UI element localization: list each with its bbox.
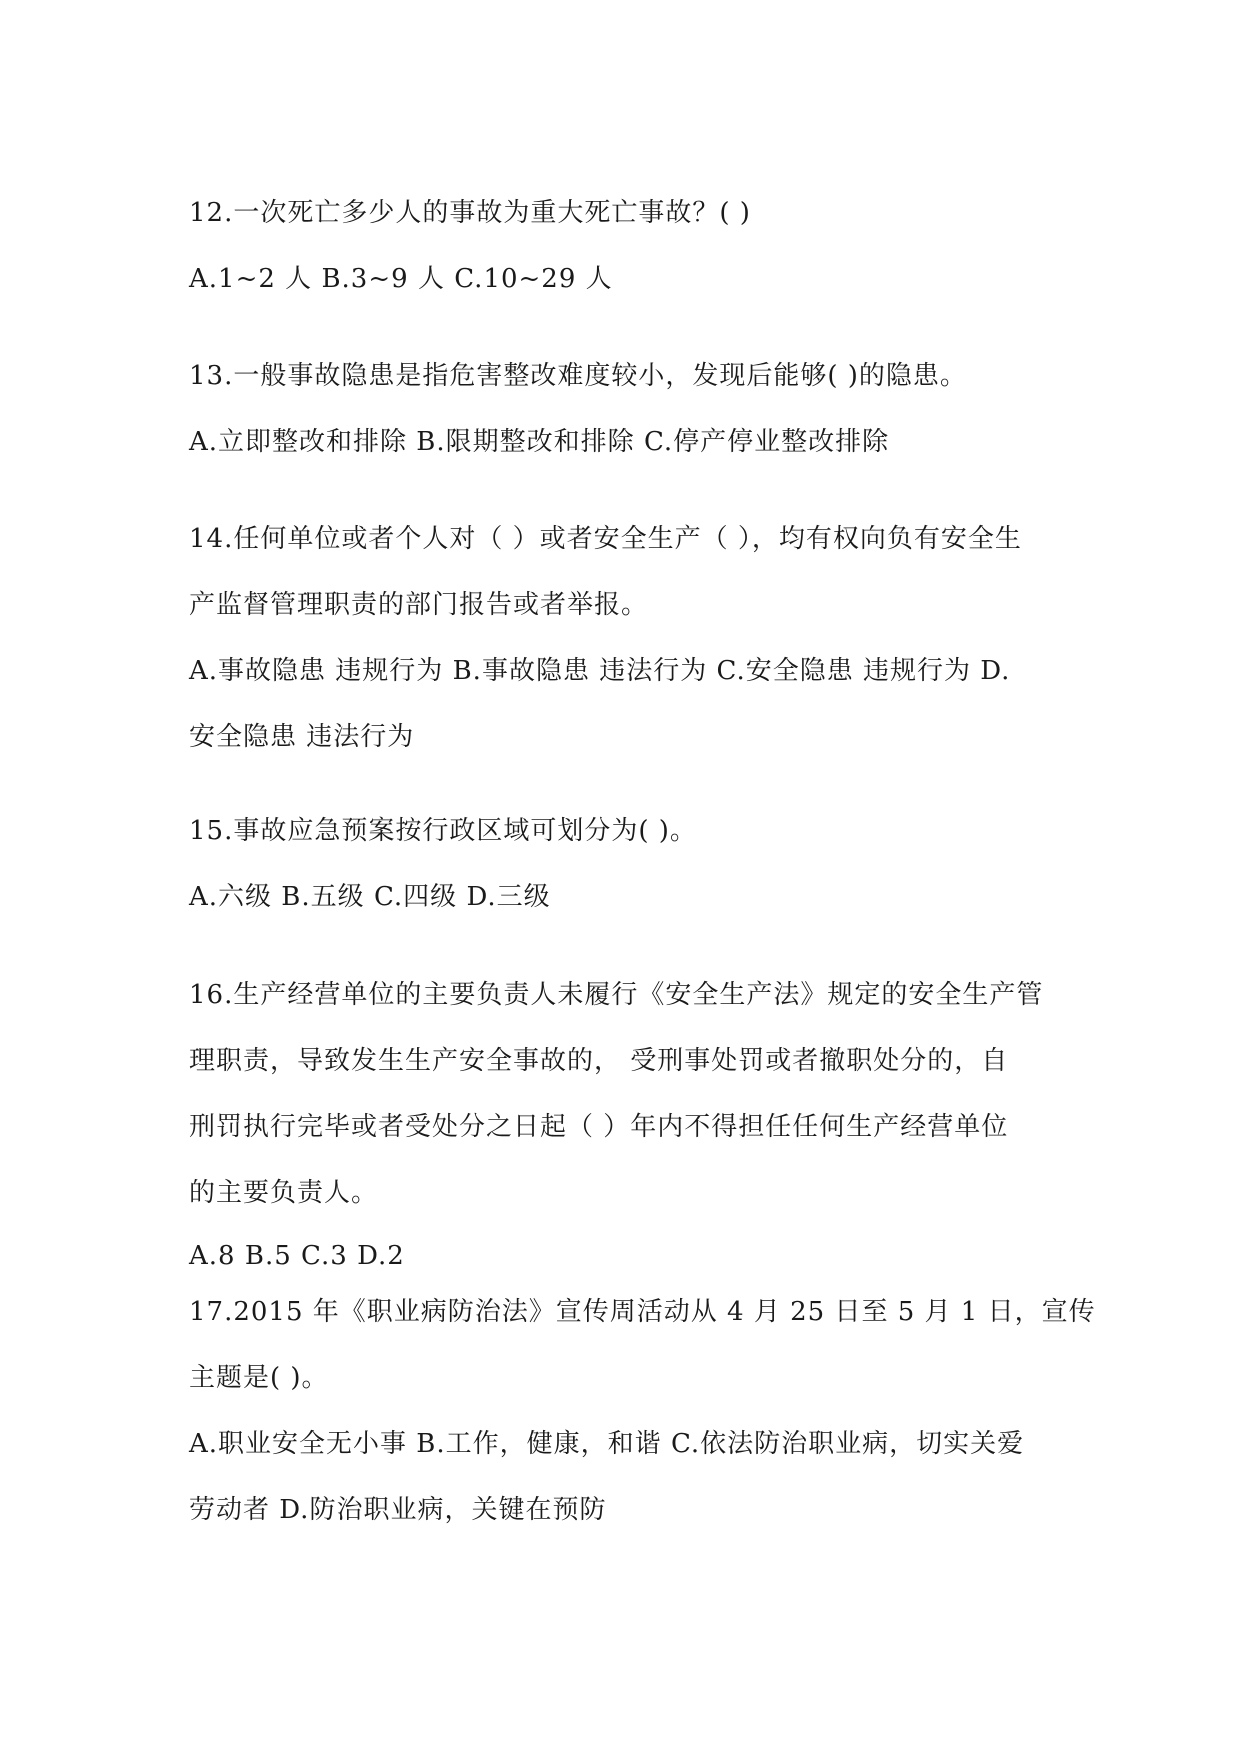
answer-options: 安全隐患 违法行为 [189, 722, 415, 752]
question-text: 17.2015 年《职业病防治法》宣传周活动从 4 月 25 日至 5 月 1 日，宣传 [189, 1297, 1096, 1327]
answer-options: A.事故隐患 违规行为 B.事故隐患 违法行为 C.安全隐患 违规行为 D. [189, 656, 1011, 686]
answer-options: 劳动者 D.防治职业病，关键在预防 [189, 1495, 607, 1525]
question-text: 产监督管理职责的部门报告或者举报。 [189, 590, 649, 620]
question-13 [189, 343, 1069, 475]
answer-options: A.8 B.5 C.3 D.2 [189, 1241, 405, 1271]
question-text: 的主要负责人。 [189, 1178, 379, 1208]
question-text: 15.事故应急预案按行政区域可划分为( )。 [189, 816, 697, 846]
answer-options: A.职业安全无小事 B.工作，健康，和谐 C.依法防治职业病，切实关爱 [189, 1429, 1025, 1459]
question-16 [189, 962, 1069, 1286]
question-12 [189, 180, 1069, 312]
answer-options: A.1~2 人 B.3~9 人 C.10~29 人 [189, 264, 613, 294]
question-text: 主题是( )。 [189, 1363, 329, 1393]
question-text: 13.一般事故隐患是指危害整改难度较小，发现后能够( )的隐患。 [189, 361, 967, 391]
question-15 [189, 798, 1069, 930]
question-14 [189, 506, 1069, 770]
question-text: 14.任何单位或者个人对（ ）或者安全生产（ ），均有权向负有安全生 [189, 524, 1022, 554]
question-text: 16.生产经营单位的主要负责人未履行《安全生产法》规定的安全生产管 [189, 980, 1044, 1010]
question-17 [189, 1279, 1096, 1543]
answer-options: A.六级 B.五级 C.四级 D.三级 [189, 882, 551, 912]
answer-options: A.立即整改和排除 B.限期整改和排除 C.停产停业整改排除 [189, 427, 890, 457]
question-text: 12.一次死亡多少人的事故为重大死亡事故？( ) [189, 198, 751, 228]
question-text: 刑罚执行完毕或者受处分之日起（ ）年内不得担任任何生产经营单位 [189, 1112, 1009, 1142]
question-text: 理职责，导致发生生产安全事故的， 受刑事处罚或者撤职处分的，自 [189, 1046, 1009, 1076]
